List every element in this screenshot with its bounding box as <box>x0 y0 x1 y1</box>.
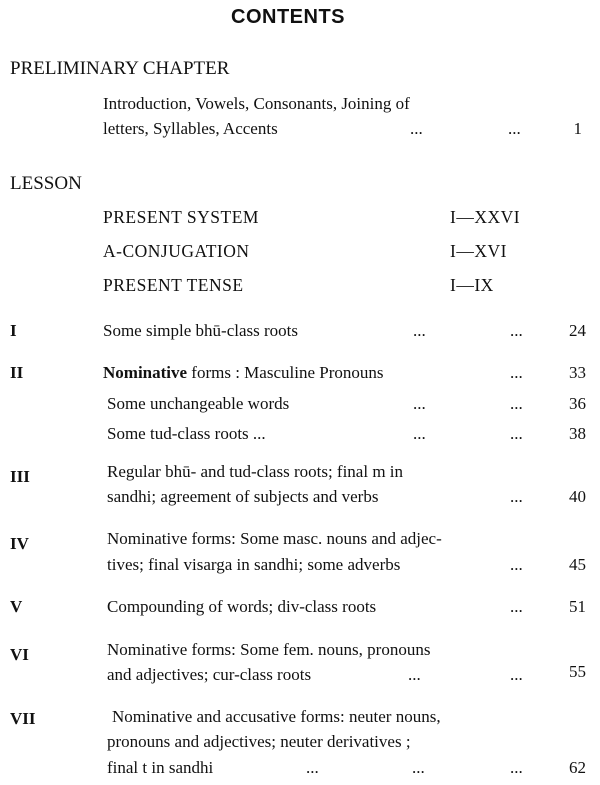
page-number: 24 <box>569 321 586 340</box>
dot-leader: ... <box>510 665 523 684</box>
dot-leader: ... <box>510 394 523 413</box>
preliminary-leader-2: ... <box>508 119 521 138</box>
lesson-entry-line: final t in sandhi <box>107 758 214 777</box>
dot-leader: ... <box>510 597 523 616</box>
page-number: 33 <box>569 363 586 382</box>
preliminary-page: 1 <box>573 119 582 138</box>
lesson-numeral: IV <box>10 534 29 553</box>
lesson-heading: LESSON <box>10 173 82 194</box>
dot-leader: ... <box>413 321 426 340</box>
dot-leader: ... <box>413 394 426 413</box>
preliminary-heading: PRELIMINARY CHAPTER <box>10 58 230 79</box>
page-number: 45 <box>569 555 586 574</box>
lesson-entry-line: sandhi; agreement of subjects and verbs <box>107 487 379 506</box>
system-name: PRESENT TENSE <box>103 275 244 295</box>
dot-leader: ... <box>306 758 319 777</box>
lesson-entry-line: Nominative forms: Some masc. nouns and adjec- <box>107 529 442 548</box>
preliminary-line-2: letters, Syllables, Accents <box>103 119 278 138</box>
lesson-entry-line <box>103 363 383 383</box>
sub-entry-line: Some tud-class roots ... <box>107 424 266 443</box>
dot-leader: ... <box>510 424 523 443</box>
lesson-numeral: II <box>10 363 24 382</box>
lesson-entry-line: tives; final visarga in sandhi; some adverbs <box>107 555 401 574</box>
dot-leader: ... <box>510 487 523 506</box>
lesson-entry-line: Nominative forms: Some fem. nouns, pronouns <box>107 640 431 659</box>
system-range: I—IX <box>450 275 494 295</box>
page-number: 55 <box>569 662 586 681</box>
page-number: 38 <box>569 424 586 443</box>
dot-leader: ... <box>510 555 523 574</box>
page-number: 51 <box>569 597 586 616</box>
system-name: A-CONJUGATION <box>103 241 250 261</box>
dot-leader: ... <box>412 758 425 777</box>
lesson-entry-line: and adjectives; cur-class roots <box>107 665 312 684</box>
lesson-numeral: I <box>10 321 17 340</box>
lesson-numeral: III <box>10 467 30 486</box>
preliminary-leader-1: ... <box>410 119 423 138</box>
lesson-entry-line: Some simple bhū-class roots <box>103 321 299 340</box>
lesson-entry-line: Compounding of words; div-class roots <box>107 597 377 616</box>
page-number: 36 <box>569 394 586 413</box>
lesson-numeral: VII <box>10 709 36 728</box>
system-range: I—XVI <box>450 241 507 261</box>
dot-leader: ... <box>408 665 421 684</box>
system-name: PRESENT SYSTEM <box>103 207 259 227</box>
dot-leader: ... <box>413 424 426 443</box>
page-title: CONTENTS <box>231 6 345 28</box>
dot-leader: ... <box>510 321 523 340</box>
lesson-entry-bold: Nominative <box>103 363 188 382</box>
lesson-numeral: V <box>10 597 23 616</box>
dot-leader: ... <box>510 363 523 382</box>
lesson-entry-line: pronouns and adjectives; neuter derivatives ; <box>107 732 411 751</box>
page-number: 62 <box>569 758 586 777</box>
preliminary-line-1: Introduction, Vowels, Consonants, Joining of <box>103 94 410 113</box>
dot-leader: ... <box>510 758 523 777</box>
page-number: 40 <box>569 487 586 506</box>
system-range: I—XXVI <box>450 207 521 227</box>
lesson-entry-line: Regular bhū- and tud-class roots; final m in <box>107 462 404 481</box>
sub-entry-line: Some unchangeable words <box>107 394 290 413</box>
lesson-entry-line: Nominative and accusative forms: neuter nouns, <box>112 707 441 726</box>
lesson-numeral: VI <box>10 645 29 664</box>
lesson-entry-rest: forms : Masculine Pronouns <box>187 363 384 382</box>
